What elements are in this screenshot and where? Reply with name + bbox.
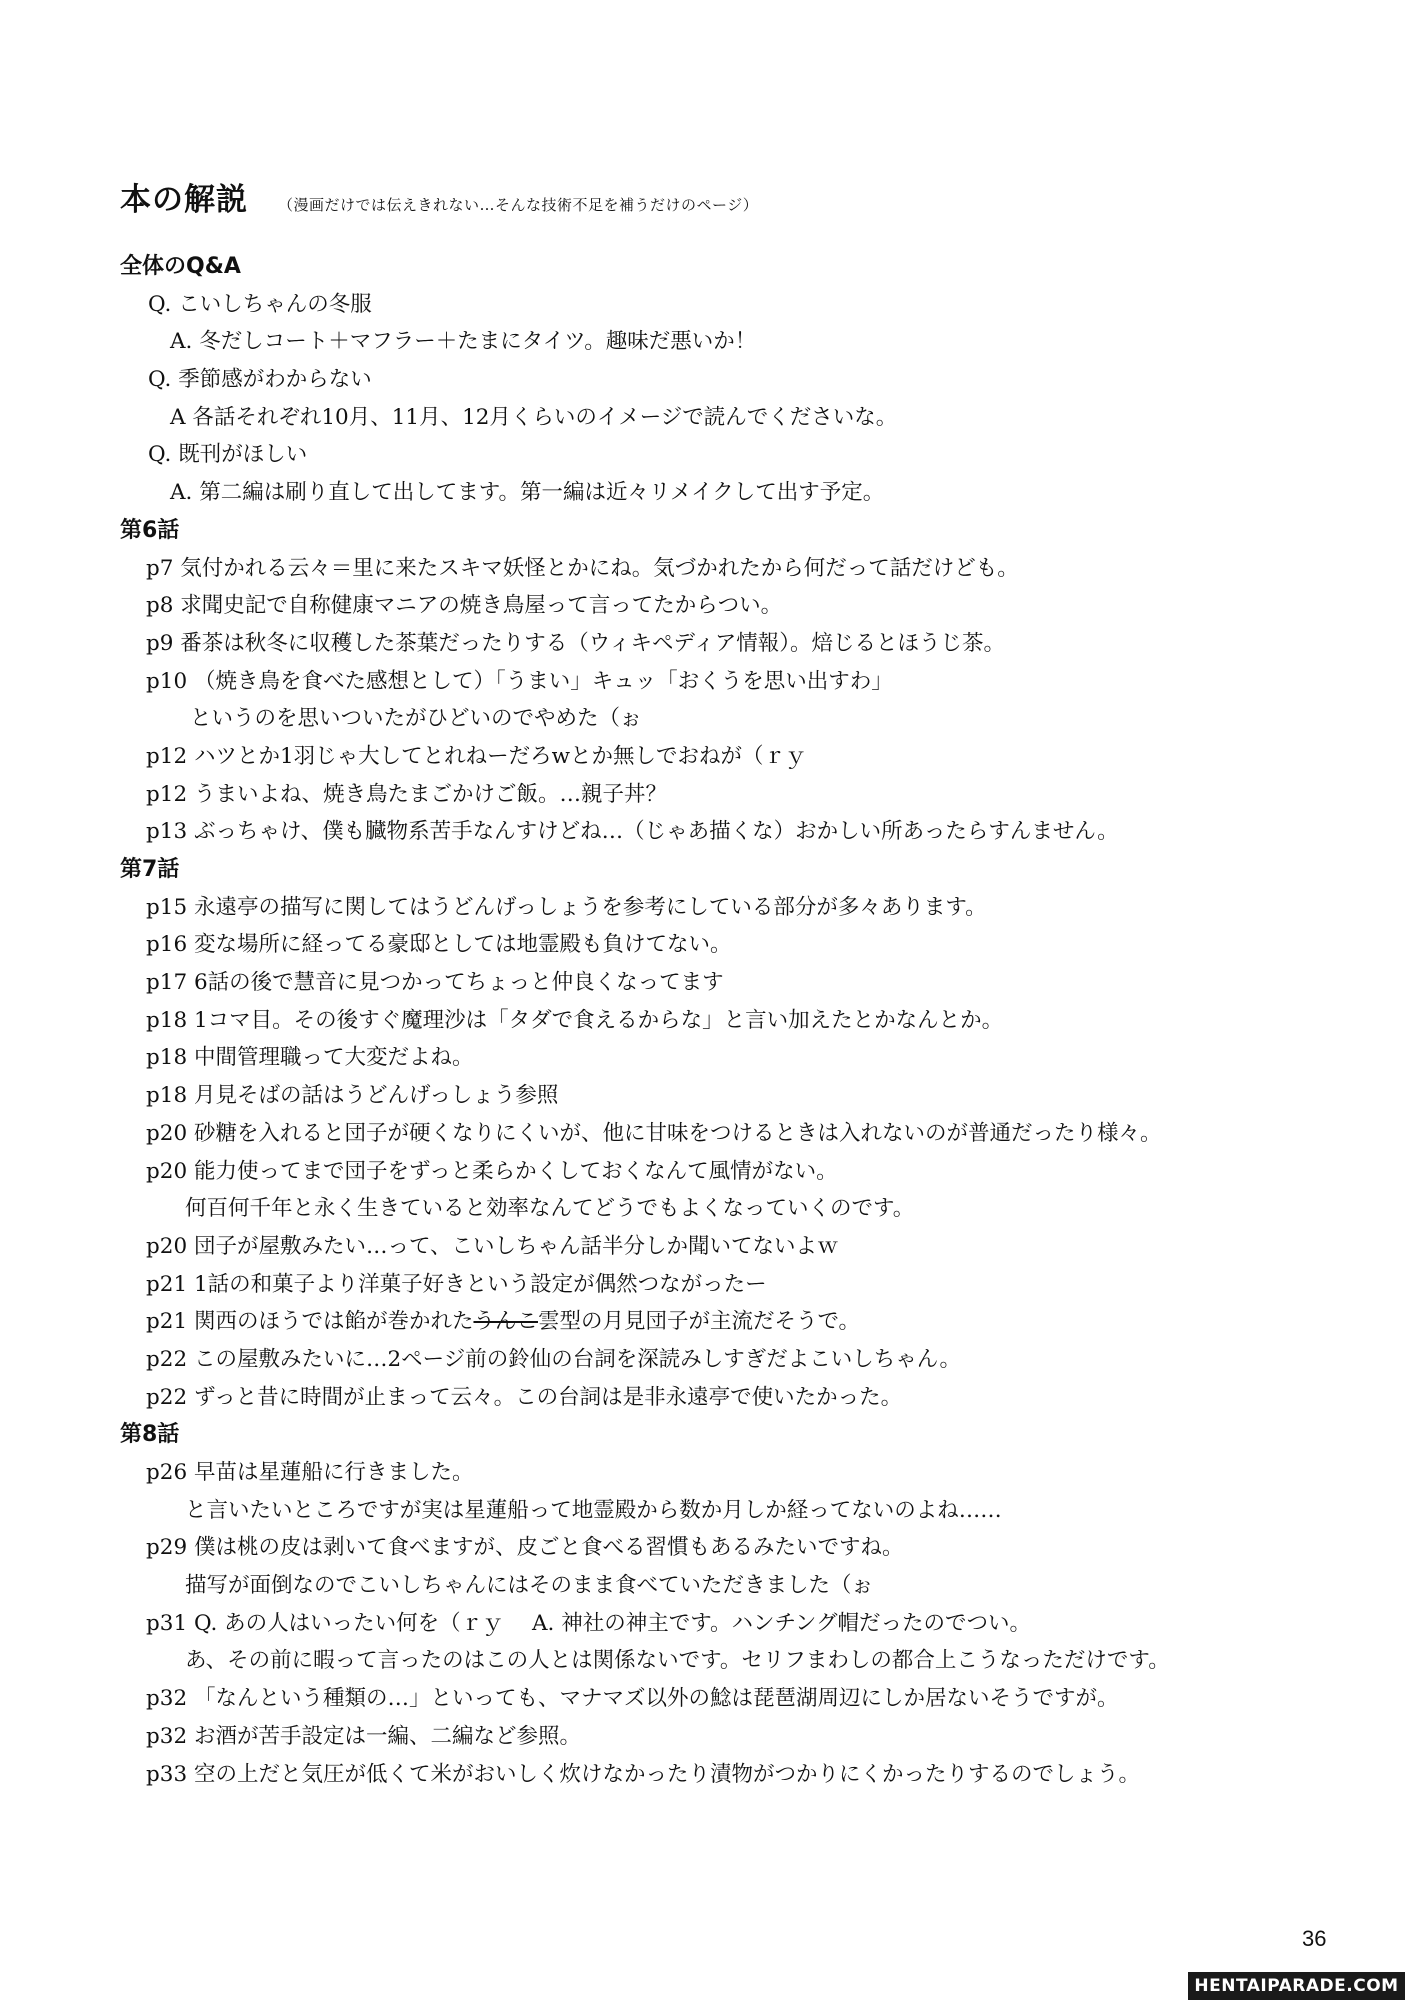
note-line: p18 1コマ目。その後すぐ魔理沙は「タダで食えるからな」と言い加えたとかなんとか。 (146, 1007, 1004, 1033)
note-line: p26 早苗は星蓮船に行きました。 (146, 1460, 474, 1485)
note-line: p18 中間管理職って大変だよね。 (146, 1045, 474, 1071)
note-line: p32 「なんという種類の…」といっても、マナマズ以外の鯰は琵琶湖周辺にしか居ないそうですが。 (146, 1686, 1119, 1712)
question-line: Q. 既刊がほしい (148, 442, 308, 468)
note-line: p21 1話の和菓子より洋菓子好きという設定が偶然つながったー (146, 1271, 767, 1297)
note-line: p7 気付かれる云々＝里に来たスキマ妖怪とかにね。気づかれたから何だって話だけども。 (146, 555, 1019, 581)
note-line: p33 空の上だと気圧が低くて米がおいしく炊けなかったり漬物がつかりにくかったりするのでしょう。 (146, 1761, 1140, 1787)
section-heading-qa: 全体のQ&A (120, 254, 241, 279)
note-line: p18 月見そばの話はうどんげっしょう参照 (146, 1083, 559, 1109)
note-line: p8 求聞史記で自称健康マニアの焼き鳥屋って言ってたからつい。 (146, 593, 783, 619)
note-line: p17 6話の後で慧音に見つかってちょっと仲良くなってます (146, 970, 724, 996)
note-line: p12 ハツとか1羽じゃ大してとれねーだろwとか無しでおねが（ｒｙ (146, 743, 807, 769)
note-line: p9 番茶は秋冬に収穫した茶葉だったりする（ウィキペディア情報）。焙じるとほうじ茶。 (146, 630, 1006, 656)
answer-line: A 各話それぞれ10月、11月、12月くらいのイメージで読んでくださいな。 (170, 404, 898, 430)
section-heading-ep7: 第7話 (120, 857, 180, 882)
note-line: p22 この屋敷みたいに…2ページ前の鈴仙の台詞を深読みしすぎだよこいしちゃん。 (146, 1346, 961, 1372)
note-continuation: 何百何千年と永く生きていると効率なんてどうでもよくなっていくのです。 (185, 1196, 915, 1222)
note-continuation: 描写が面倒なのでこいしちゃんにはそのまま食べていただきました（ぉ (185, 1573, 874, 1599)
note-line: p32 お酒が苦手設定は一編、二編など参照。 (146, 1723, 581, 1749)
page-subtitle: （漫画だけでは伝えきれない…そんな技術不足を補うだけのページ） (278, 196, 759, 214)
note-line: p12 うまいよね、焼き鳥たまごかけご飯。…親子丼？ (146, 781, 667, 807)
note-line: p29 僕は桃の皮は剥いて食べますが、皮ごと食べる習慣もあるみたいですね。 (146, 1535, 904, 1561)
note-continuation: というのを思いついたがひどいのでやめた（ぉ (190, 706, 642, 732)
note-line: p15 永遠亭の描写に関してはうどんげっしょうを参考にしている部分が多々あります。 (146, 894, 987, 920)
note-line: p31 Q. あの人はいったい何を（ｒｙ A. 神社の神主です。ハンチング帽だったのでつい。 (146, 1610, 1031, 1636)
section-heading-ep8: 第8話 (120, 1422, 180, 1448)
commentary-body (120, 248, 1290, 1793)
note-line: p20 砂糖を入れると団子が硬くなりにくいが、他に甘味をつけるときは入れないのが普通だったり様々。 (146, 1120, 1162, 1146)
question-line: Q. こいしちゃんの冬服 (148, 291, 372, 317)
site-watermark: HENTAIPARADE.COM (1188, 1972, 1405, 2000)
note-continuation: と言いたいところですが実は星蓮船って地霊殿から数か月しか経ってないのよね…… (185, 1497, 1002, 1523)
note-line: p10 （焼き鳥を食べた感想として）「うまい」キュッ「おくうを思い出すわ」 (146, 668, 893, 694)
note-text: 雲型の月見団子が主流だそうで。 (537, 1309, 861, 1335)
note-line: p20 能力使ってまで団子をずっと柔らかくしておくなんて風情がない。 (146, 1158, 838, 1184)
struck-text: うんこ (473, 1309, 538, 1335)
title-row (120, 174, 758, 219)
page-number: 36 (1302, 1926, 1327, 1951)
note-text: p21 関西のほうでは餡が巻かれた (146, 1309, 474, 1335)
note-continuation: あ、その前に暇って言ったのはこの人とは関係ないです。セリフまわしの都合上こうなっただけです。 (185, 1648, 1170, 1674)
section-heading-ep6: 第6話 (120, 517, 180, 543)
note-line: p13 ぶっちゃけ、僕も臓物系苦手なんすけどね…（じゃあ描くな）おかしい所あったらすんません。 (146, 819, 1119, 845)
question-line: Q. 季節感がわからない (148, 367, 372, 393)
page-title: 本の解説 (120, 182, 248, 218)
note-line: p22 ずっと昔に時間が止まって云々。この台詞は是非永遠亭で使いたかった。 (146, 1384, 903, 1410)
note-line (120, 1303, 1290, 1341)
note-line: p20 団子が屋敷みたい…って、こいしちゃん話半分しか聞いてないよｗ (146, 1233, 839, 1259)
answer-line: A. 冬だしコート＋マフラー＋たまにタイツ。趣味だ悪いか！ (170, 329, 757, 355)
answer-line: A. 第二編は刷り直して出してます。第一編は近々リメイクして出す予定。 (170, 480, 885, 506)
note-line: p16 変な場所に経ってる豪邸としては地霊殿も負けてない。 (146, 932, 732, 958)
